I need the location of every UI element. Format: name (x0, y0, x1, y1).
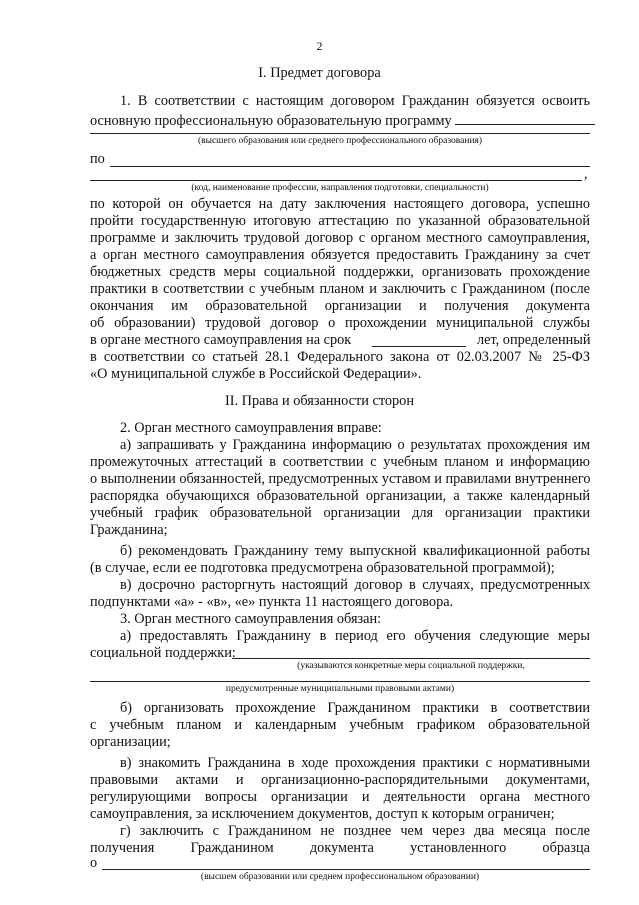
p3b-line-3: организации; (90, 734, 171, 750)
p3v-line-4: самоуправления, за исключением документов, доступ к которым ограничен; (90, 806, 555, 822)
law-line-1: в соответствии со статьей 28.1 Федерального закона от 02.03.2007 № 25-ФЗ (90, 349, 590, 365)
p2b-line-1: б) рекомендовать Гражданину тему выпускной квалификационной работы (120, 543, 590, 559)
paragraph-1-line-2: основную профессиональную образовательную программу (90, 110, 595, 130)
caption-profession: (код, наименование профессии, направления подготовки, специальности) (191, 183, 489, 193)
term-blank (372, 346, 466, 347)
caption-education-document: (высшем образовании или среднем профессиональном образовании) (200, 872, 480, 882)
p3b-line-1: б) организовать прохождение Гражданином практики в соответствии (120, 700, 590, 716)
p3g-line-2: получения Гражданином документа установленного образца (90, 840, 590, 856)
document-blank-line (102, 869, 590, 870)
page-number: 2 (316, 39, 323, 53)
p2a-line-1: а) запрашивать у Гражданина информацию о результатах прохождения им (120, 437, 590, 453)
p3-title: 3. Орган местного самоуправления обязан: (120, 611, 382, 627)
law-line-2: «О муниципальной службе в Российской Федерации». (90, 366, 422, 382)
p2a-line-5: учебный график образовательной организации для организации практики (90, 505, 590, 521)
caption-municipal-acts: предусмотренные муниципальными правовыми актами) (225, 684, 455, 694)
body-line-4: а орган местного самоуправления обязуется предоставить Гражданину за счет (90, 247, 590, 263)
p2a-line-3: о выполнении обязанностей, предусмотренных уставом и правилами внутреннего (90, 471, 591, 487)
section-2-heading: II. Права и обязанности сторон (225, 393, 414, 409)
support-measures-line-1 (232, 658, 590, 659)
p3v-line-1: в) знакомить Гражданина в ходе прохождения практики с нормативными (120, 755, 590, 771)
caption-education-level: (высшего образования или среднего профессионального образования) (197, 136, 483, 146)
body-line-2: пройти государственную итоговую аттестацию по указанной образовательной (90, 213, 590, 229)
o-label: о (90, 855, 98, 871)
caption-support-measures: (указываются конкретные меры социальной поддержки, (297, 661, 525, 671)
term-text-a: в органе местного самоуправления на срок (90, 332, 352, 348)
program-blank (455, 110, 595, 125)
p2-title: 2. Орган местного самоуправления вправе: (120, 420, 382, 436)
p2a-line-2: промежуточных аттестаций в соответствии с учебным планом и информацию (90, 454, 590, 470)
p2b-line-2: (в случае, если ее подготовка предусмотрена образовательной программой); (90, 560, 555, 576)
p2a-line-4: распорядка обучающихся образовательной организации, а также календарный (90, 488, 590, 504)
body-line-1: по которой он обучается на дату заключения настоящего договора, успешно (90, 196, 590, 212)
p2c-line-2: подпунктами «а» - «в», «е» пункта 11 настоящего договора. (90, 594, 454, 610)
body-line-8: об образовании) трудовой договор о прохождении муниципальной службы (90, 315, 590, 331)
po-label: по (90, 151, 105, 167)
p2c-line-1: в) досрочно расторгнуть настоящий договор в случаях, предусмотренных (120, 577, 590, 593)
body-line-7: окончания им образовательной организации и получения документа (90, 298, 590, 314)
program-line (90, 133, 590, 134)
p3v-line-2: правовыми актами и организационно-распорядительными документами, (90, 772, 590, 788)
profession-line-1 (110, 166, 590, 167)
section-1-heading: I. Предмет договора (258, 65, 381, 81)
p3a-line-2: социальной поддержки: (90, 645, 236, 661)
p3v-line-3: регулирующими вопросы организации и деятельности органа местного (90, 789, 590, 805)
body-line-5: бюджетных средств меры социальной поддержки, организовать прохождение (90, 264, 590, 280)
p3a-line-1: а) предоставлять Гражданину в период его обучения следующие меры (120, 628, 590, 644)
support-measures-line-2 (90, 681, 590, 682)
p3b-line-2: с учебным планом и календарным учебным графиком образовательной (90, 717, 590, 733)
p2a-line-6: Гражданина; (90, 522, 168, 538)
body-line-6: практики в соответствии с учебным планом и заключить с Гражданином (после (90, 281, 590, 297)
p3g-line-1: г) заключить с Гражданином не позднее чем через два месяца после (120, 823, 590, 839)
profession-comma: , (584, 166, 588, 182)
body-line-3: программе и заключить трудовой договор с органом местного самоуправления, (90, 230, 590, 246)
paragraph-1-line-1: 1. В соответствии с настоящим договором Гражданин обязуется освоить (120, 93, 590, 109)
profession-line-2 (90, 180, 582, 181)
term-text-b: лет, определенный (477, 332, 591, 348)
